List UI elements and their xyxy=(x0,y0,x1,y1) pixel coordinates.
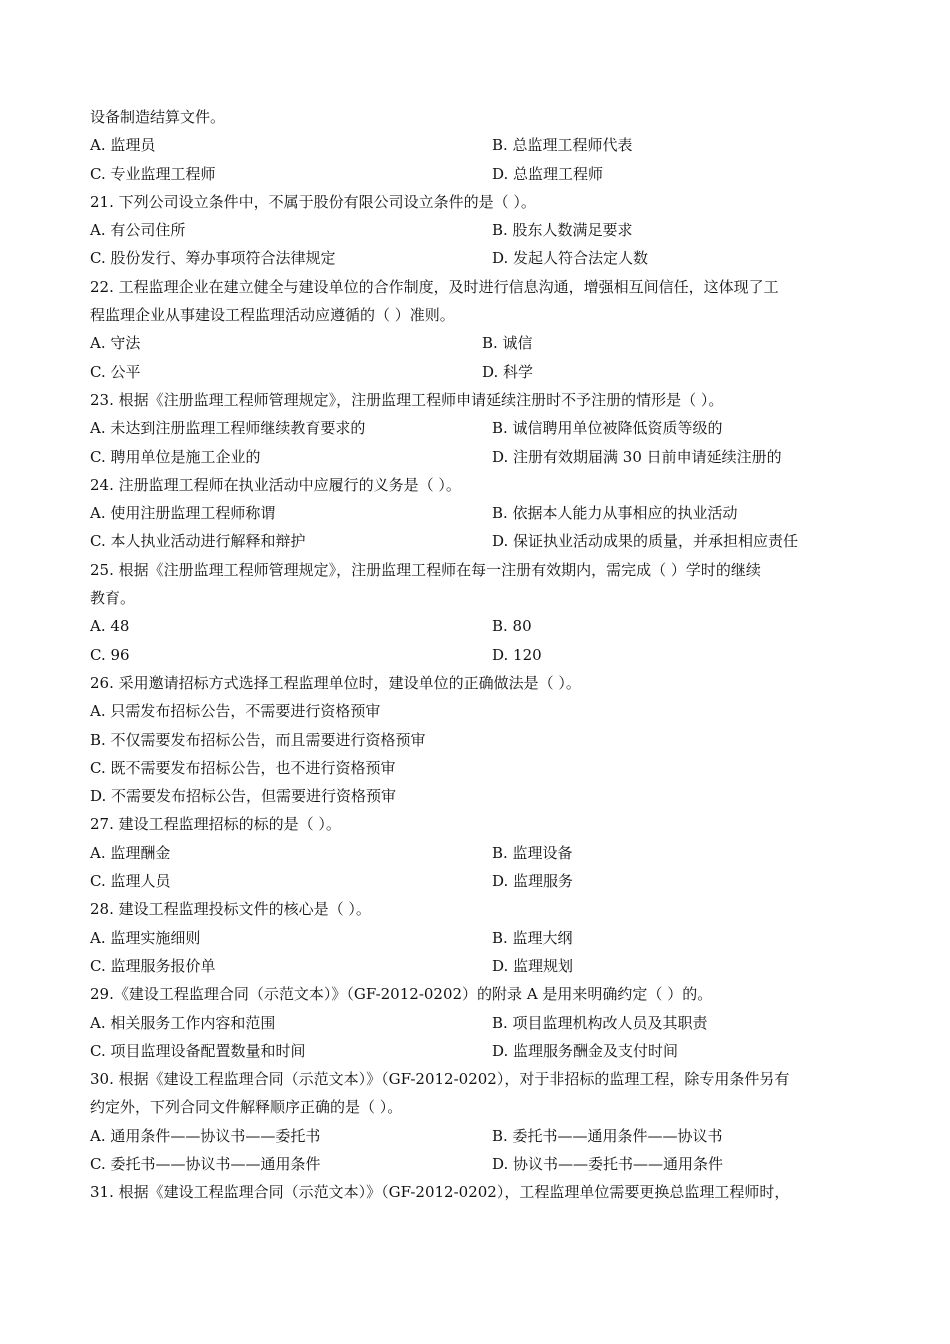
q20-options-row-1 xyxy=(90,131,870,159)
q29-option-c: C. 项目监理设备配置数量和时间 xyxy=(90,1041,306,1060)
q30-option-d: D. 协议书——委托书——通用条件 xyxy=(492,1154,724,1173)
q25-options-row-1 xyxy=(90,612,870,640)
q21-options-row-1 xyxy=(90,216,870,244)
q25-options-row-2 xyxy=(90,641,870,669)
q23-option-a: A. 未达到注册监理工程师继续教育要求的 xyxy=(90,419,366,438)
q20-option-c: C. 专业监理工程师 xyxy=(90,164,216,183)
q22-options-row-2 xyxy=(90,358,870,386)
exam-page xyxy=(90,103,870,1207)
q25-option-a: A. 48 xyxy=(90,617,130,636)
q25-option-b: B. 80 xyxy=(492,617,532,636)
q21-stem: 21. 下列公司设立条件中，不属于股份有限公司设立条件的是（ ）。 xyxy=(90,192,536,211)
q26-option-b: B. 不仅需要发布招标公告，而且需要进行资格预审 xyxy=(90,730,426,749)
q27-option-b: B. 监理设备 xyxy=(492,843,573,862)
q26-option-d: D. 不需要发布招标公告，但需要进行资格预审 xyxy=(90,787,397,806)
q28-options-row-2 xyxy=(90,952,870,980)
q24-option-d: D. 保证执业活动成果的质量，并承担相应责任 xyxy=(492,532,799,551)
q27-stem: 27. 建设工程监理招标的标的是（ ）。 xyxy=(90,815,341,834)
q21-option-d: D. 发起人符合法定人数 xyxy=(492,249,649,268)
q25-stem-line-1: 25. 根据《注册监理工程师管理规定》，注册监理工程师在每一注册有效期内，需完成（ ）学时的继续 xyxy=(90,560,761,579)
q20-option-b: B. 总监理工程师代表 xyxy=(492,136,633,155)
q25-stem-line-2: 教育。 xyxy=(90,589,136,608)
q24-option-b: B. 依据本人能力从事相应的执业活动 xyxy=(492,504,738,523)
q22-stem-line-2: 程监理企业从事建设工程监理活动应遵循的（ ）准则。 xyxy=(90,306,455,325)
q20-option-d: D. 总监理工程师 xyxy=(492,164,604,183)
q24-option-c: C. 本人执业活动进行解释和辩护 xyxy=(90,532,306,551)
q21-option-a: A. 有公司住所 xyxy=(90,221,186,240)
q27-option-d: D. 监理服务 xyxy=(492,872,574,891)
q25-option-d: D. 120 xyxy=(492,645,542,664)
q22-option-b: B. 诚信 xyxy=(482,334,533,353)
q20-option-a: A. 监理员 xyxy=(90,136,156,155)
q23-option-c: C. 聘用单位是施工企业的 xyxy=(90,447,261,466)
q29-stem: 29.《建设工程监理合同（示范文本）》（GF-2012-0202）的附录 A 是用来明确约定（ ）的。 xyxy=(90,985,713,1004)
q26-option-a: A. 只需发布招标公告，不需要进行资格预审 xyxy=(90,702,381,721)
q22-option-c: C. 公平 xyxy=(90,362,141,381)
q23-options-row-2 xyxy=(90,443,870,471)
q21-option-b: B. 股东人数满足要求 xyxy=(492,221,633,240)
q28-options-row-1 xyxy=(90,924,870,952)
q24-stem: 24. 注册监理工程师在执业活动中应履行的义务是（ ）。 xyxy=(90,475,461,494)
q30-options-row-2 xyxy=(90,1150,870,1178)
q26-stem: 26. 采用邀请招标方式选择工程监理单位时，建设单位的正确做法是（ ）。 xyxy=(90,673,581,692)
q23-options-row-1 xyxy=(90,414,870,442)
q22-options-row-1 xyxy=(90,329,870,357)
q28-option-b: B. 监理大纲 xyxy=(492,928,573,947)
q24-option-a: A. 使用注册监理工程师称谓 xyxy=(90,504,276,523)
q22-stem-line-1: 22. 工程监理企业在建立健全与建设单位的合作制度，及时进行信息沟通，增强相互间信任，这体现了工 xyxy=(90,277,779,296)
q28-stem: 28. 建设工程监理投标文件的核心是（ ）。 xyxy=(90,900,371,919)
q30-option-b: B. 委托书——通用条件——协议书 xyxy=(492,1126,723,1145)
q24-options-row-1 xyxy=(90,499,870,527)
q21-options-row-2 xyxy=(90,244,870,272)
q29-options-row-2 xyxy=(90,1037,870,1065)
q29-option-d: D. 监理服务酬金及支付时间 xyxy=(492,1041,679,1060)
q27-options-row-1 xyxy=(90,839,870,867)
q29-options-row-1 xyxy=(90,1009,870,1037)
q30-stem-line-2: 约定外，下列合同文件解释顺序正确的是（ ）。 xyxy=(90,1098,403,1117)
q25-option-c: C. 96 xyxy=(90,645,130,664)
q23-stem: 23. 根据《注册监理工程师管理规定》，注册监理工程师申请延续注册时不予注册的情形是（ ）。 xyxy=(90,390,724,409)
q30-stem-line-1: 30. 根据《建设工程监理合同（示范文本）》（GF-2012-0202），对于非招标的监理工程，除专用条件另有 xyxy=(90,1070,790,1089)
continuation-text: 设备制造结算文件。 xyxy=(90,108,226,126)
q30-option-a: A. 通用条件——协议书——委托书 xyxy=(90,1126,321,1145)
q23-option-d: D. 注册有效期届满 30 日前申请延续注册的 xyxy=(492,447,782,466)
q29-option-b: B. 项目监理机构改人员及其职责 xyxy=(492,1013,708,1032)
q24-options-row-2 xyxy=(90,527,870,555)
q27-options-row-2 xyxy=(90,867,870,895)
q29-option-a: A. 相关服务工作内容和范围 xyxy=(90,1013,276,1032)
q21-option-c: C. 股份发行、筹办事项符合法律规定 xyxy=(90,249,336,268)
q20-options-row-2 xyxy=(90,160,870,188)
q27-option-a: A. 监理酬金 xyxy=(90,843,171,862)
q28-option-c: C. 监理服务报价单 xyxy=(90,956,216,975)
q28-option-d: D. 监理规划 xyxy=(492,956,574,975)
q28-option-a: A. 监理实施细则 xyxy=(90,928,201,947)
q27-option-c: C. 监理人员 xyxy=(90,872,171,891)
q22-option-d: D. 科学 xyxy=(482,362,534,381)
q30-option-c: C. 委托书——协议书——通用条件 xyxy=(90,1154,321,1173)
q23-option-b: B. 诚信聘用单位被降低资质等级的 xyxy=(492,419,723,438)
q30-options-row-1 xyxy=(90,1122,870,1150)
q26-option-c: C. 既不需要发布招标公告，也不进行资格预审 xyxy=(90,758,396,777)
q22-option-a: A. 守法 xyxy=(90,334,141,353)
q31-stem: 31. 根据《建设工程监理合同（示范文本）》（GF-2012-0202），工程监理单位需要更换总监理工程师时， xyxy=(90,1183,790,1202)
